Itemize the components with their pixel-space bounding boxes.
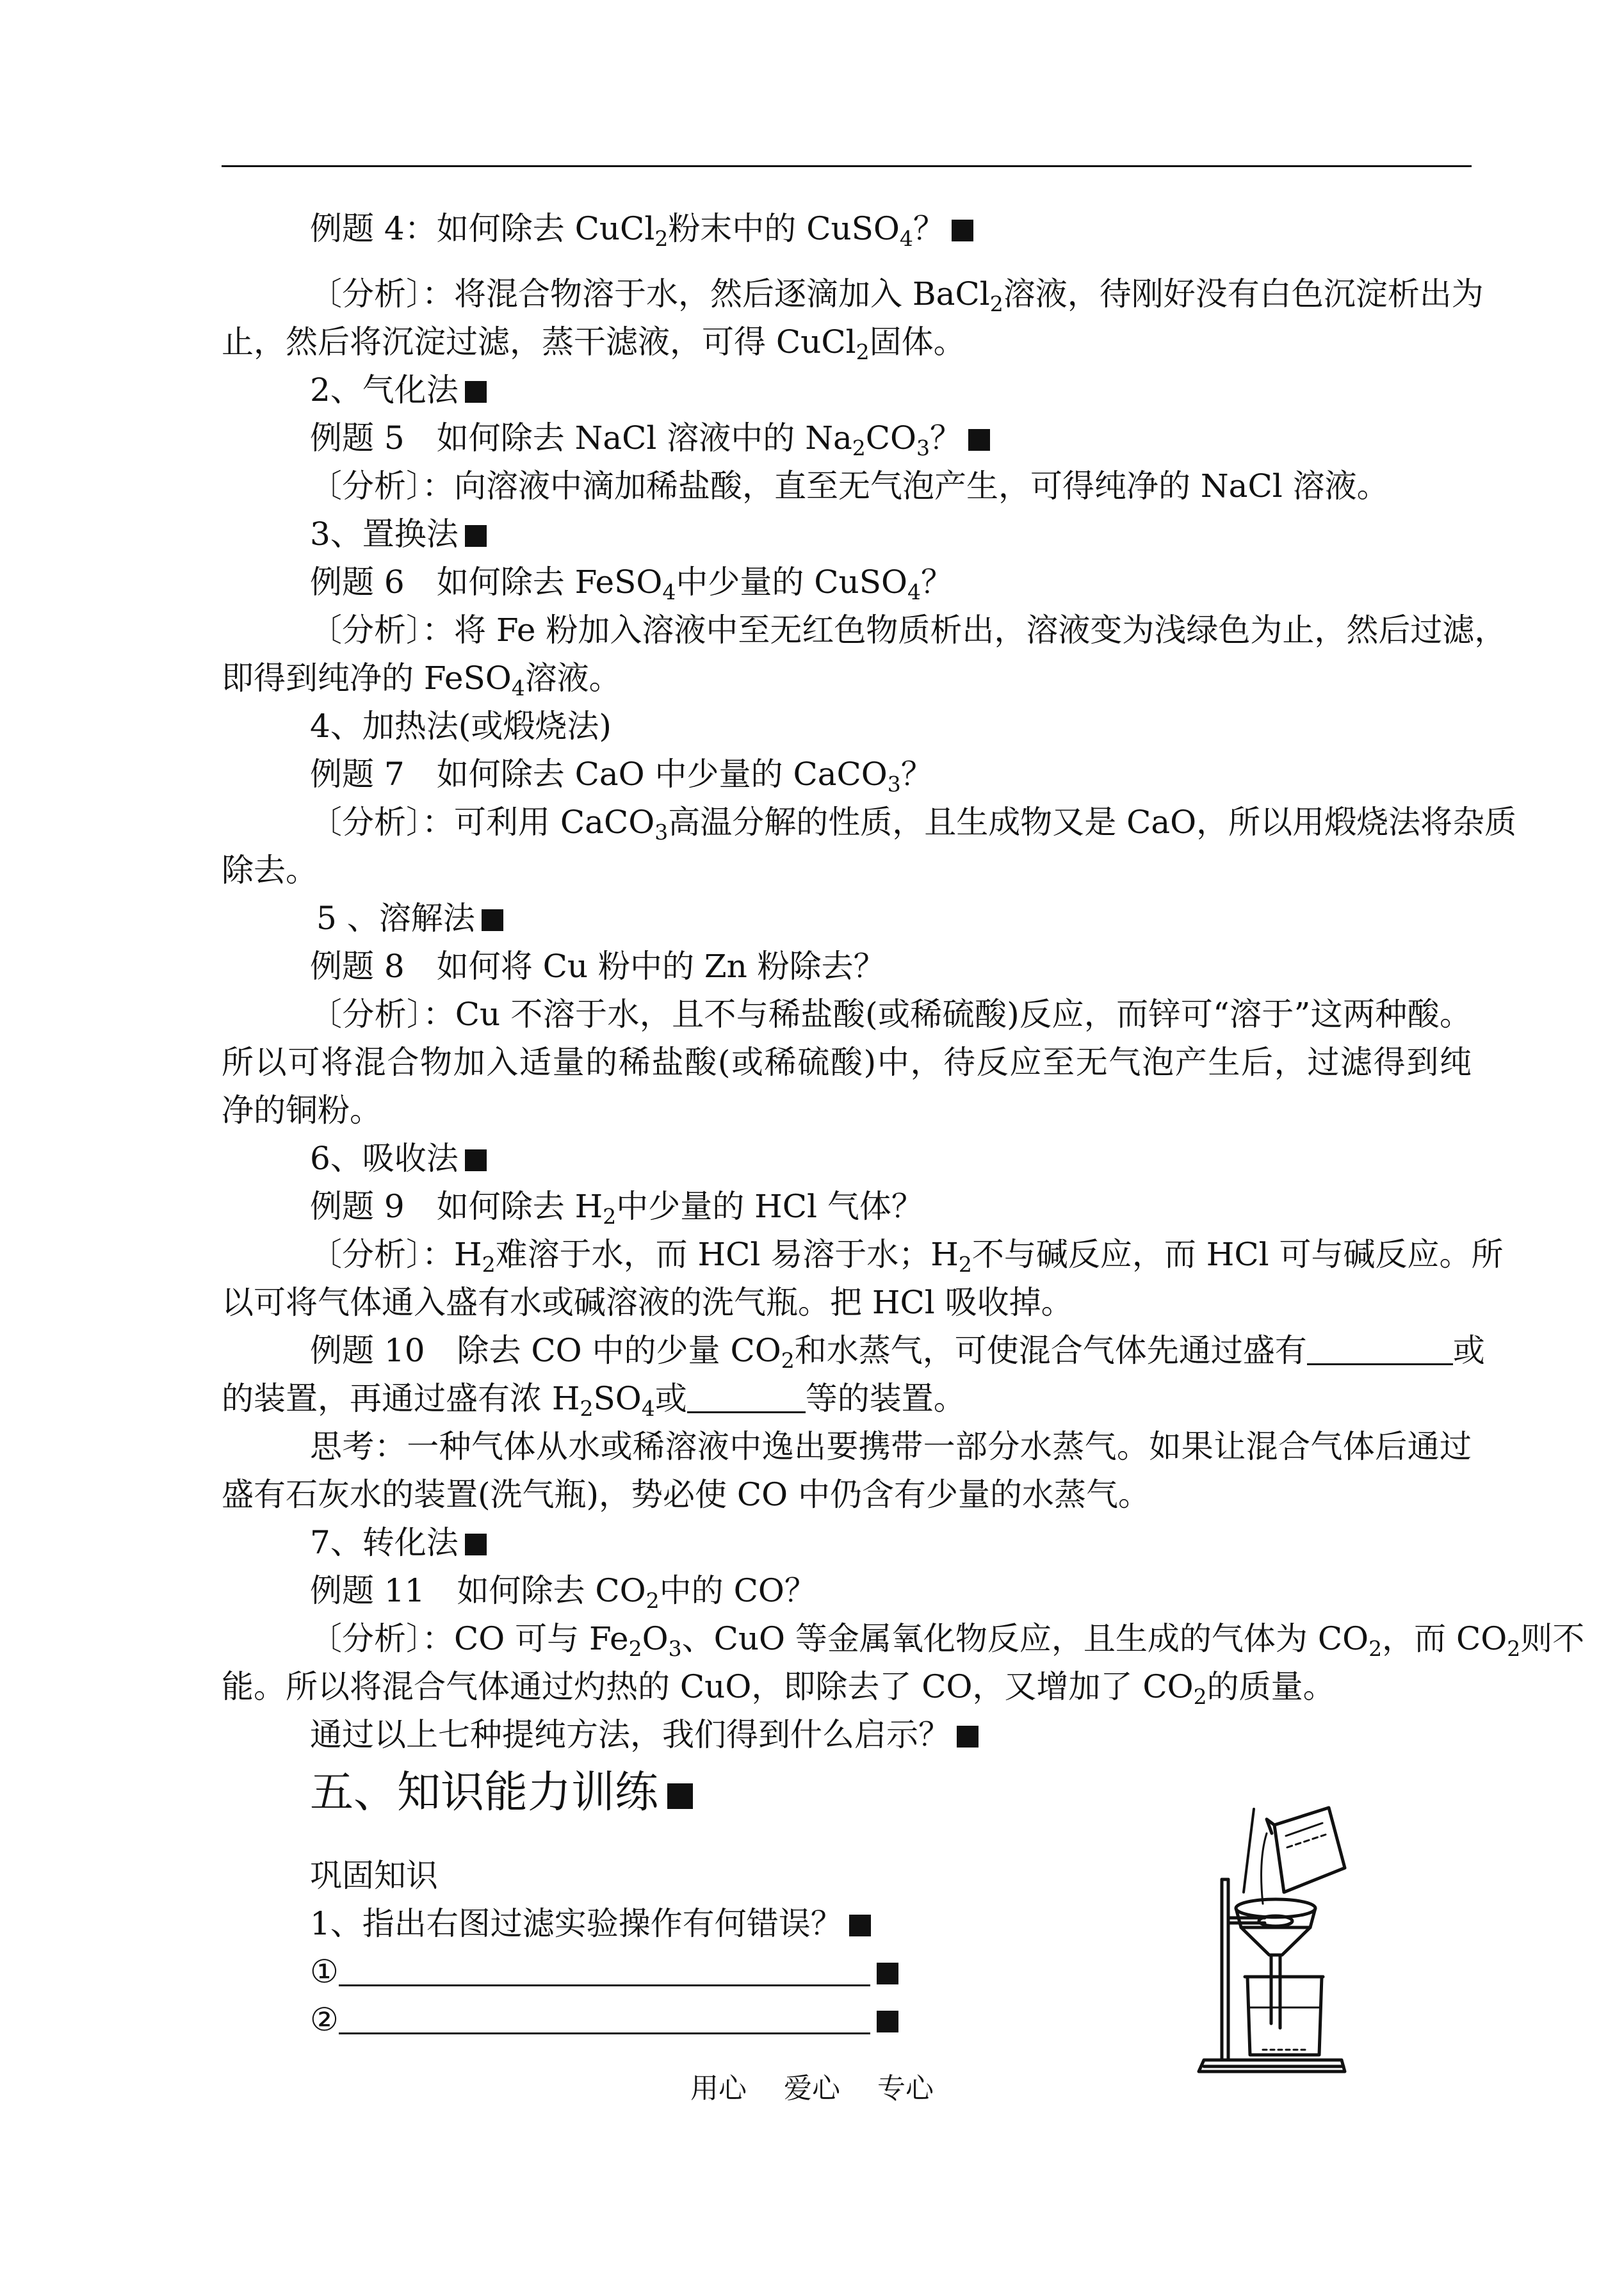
example-7-analysis-line2: 除去。 [222, 852, 318, 889]
example-8-analysis-line2: 所以可将混合物加入适量的稀盐酸(或稀硫酸)中，待反应至无气泡产生后，过滤得到纯 [222, 1044, 1472, 1081]
square-marker-icon [465, 1534, 487, 1555]
example-5-analysis: 〔分析〕：向溶液中滴加稀盐酸，直至无气泡产生，可得纯净的 NaCl 溶液。 [310, 467, 1389, 505]
answer-line-1: ① [310, 1948, 1472, 1995]
section-5-heading: 五、知识能力训练 [310, 1764, 693, 1822]
example-6-analysis-line1: 〔分析〕：将 Fe 粉加入溶液中至无红色物质析出，溶液变为浅绿色为止，然后过滤， [310, 612, 1507, 649]
header-rule [222, 165, 1472, 167]
answer-blank[interactable] [1307, 1331, 1453, 1365]
square-marker-icon [968, 429, 990, 451]
example-4: 例题 4：如何除去 CuCl$_2$粉末中的 CuSO$_4$？ [310, 205, 1472, 252]
answer-blank-2[interactable] [339, 2000, 870, 2034]
example-11: 例题 11 如何除去 $CO_2$中的 CO？ [310, 1572, 816, 1613]
example-6-analysis-line2: 即得到纯净的 FeSO$_4$溶液。 [222, 660, 621, 701]
method-3-heading: 3、置换法 [310, 510, 1472, 558]
example-10-line1: 例题 10 除去 CO 中的少量 $CO_2$和水蒸气，可使混合气体先通过盛有 或 [310, 1332, 1485, 1373]
method-6-heading: 6、吸收法 [310, 1135, 1472, 1182]
answer-blank[interactable] [687, 1379, 806, 1413]
example-11-analysis-line1: 〔分析〕：CO 可与 $Fe_2O_3$、CuO 等金属氧化物反应，且生成的气体为 $CO_2$，而 $CO_2$则不 [310, 1620, 1585, 1661]
example-5: 例题 5 如何除去 NaCl 溶液中的 $Na_2CO_3$？ [310, 414, 1472, 462]
square-marker-icon [849, 1915, 871, 1936]
square-marker-icon [667, 1783, 693, 1809]
thinking-line2: 盛有石灰水的装置(洗气瓶)，势必使 CO 中仍含有少量的水蒸气。 [222, 1476, 1151, 1513]
example-10-line2: 的装置，再通过盛有浓 $H_2SO_4$或 等的装置。 [222, 1380, 966, 1421]
example-7: 例题 7 如何除去 CaO 中少量的 CaCO$_3$？ [310, 756, 933, 797]
example-8-analysis-line1: 〔分析〕：Cu 不溶于水，且不与稀盐酸(或稀硫酸)反应，而锌可“溶于”这两种酸。 [310, 996, 1472, 1033]
answer-line-2: ② [310, 1996, 1472, 2043]
example-11-analysis-line2: 能。所以将混合气体通过灼热的 CuO，即除去了 CO，又增加了 $CO_2$的质量。 [222, 1668, 1335, 1709]
square-marker-icon [957, 1726, 978, 1748]
answer-blank-1[interactable] [339, 1952, 870, 1986]
square-marker-icon [465, 1149, 487, 1171]
example-8-analysis-line3: 净的铜粉。 [222, 1092, 382, 1129]
method-4-heading: 4、加热法(或煅烧法) [310, 708, 612, 745]
square-marker-icon [465, 381, 487, 403]
thinking-line1: 思考：一种气体从水或稀溶液中逸出要携带一部分水蒸气。如果让混合气体后通过 [310, 1428, 1472, 1465]
example-8: 例题 8 如何将 Cu 粉中的 Zn 粉除去？ [310, 948, 886, 985]
example-9: 例题 9 如何除去 $H_2$中少量的 HCl 气体？ [310, 1188, 923, 1229]
filtration-apparatus-illustration [1191, 1796, 1383, 2088]
example-4-analysis-line2: 止，然后将沉淀过滤，蒸干滤液，可得 CuCl$_2$固体。 [222, 323, 966, 364]
method-7-heading: 7、转化法 [310, 1519, 1472, 1566]
example-6: 例题 6 如何除去 FeSO$_4$中少量的 CuSO$_4$？ [310, 564, 953, 604]
square-marker-icon [952, 220, 973, 241]
square-marker-icon [465, 525, 487, 547]
page-footer: 用心 爱心 专心 [690, 2072, 934, 2105]
example-4-analysis-line1: 〔分析〕：将混合物溶于水，然后逐滴加入 BaCl$_2$溶液，待刚好没有白色沉淀析出为 [310, 275, 1484, 316]
square-marker-icon [482, 909, 503, 931]
example-9-analysis-line1: 〔分析〕：$H_2$难溶于水，而 HCl 易溶于水；$H_2$不与碱反应，而 HCl 可与碱反应。所 [310, 1236, 1504, 1277]
square-marker-icon [877, 2011, 898, 2032]
method-2-heading: 2、气化法 [310, 366, 1472, 414]
example-7-analysis-line1: 〔分析〕：可利用 CaCO$_3$高温分解的性质，且生成物又是 CaO，所以用煅烧法将杂质 [310, 804, 1517, 845]
example-9-analysis-line2: 以可将气体通入盛有水或碱溶液的洗气瓶。把 HCl 吸收掉。 [222, 1284, 1073, 1321]
consolidate-heading: 巩固知识 [310, 1857, 438, 1894]
method-5-heading: 5 、溶解法 [316, 895, 1472, 942]
summary-question: 通过以上七种提纯方法，我们得到什么启示？ [310, 1711, 1472, 1758]
question-1: 1、指出右图过滤实验操作有何错误？ [310, 1900, 1472, 1947]
square-marker-icon [877, 1963, 898, 1984]
